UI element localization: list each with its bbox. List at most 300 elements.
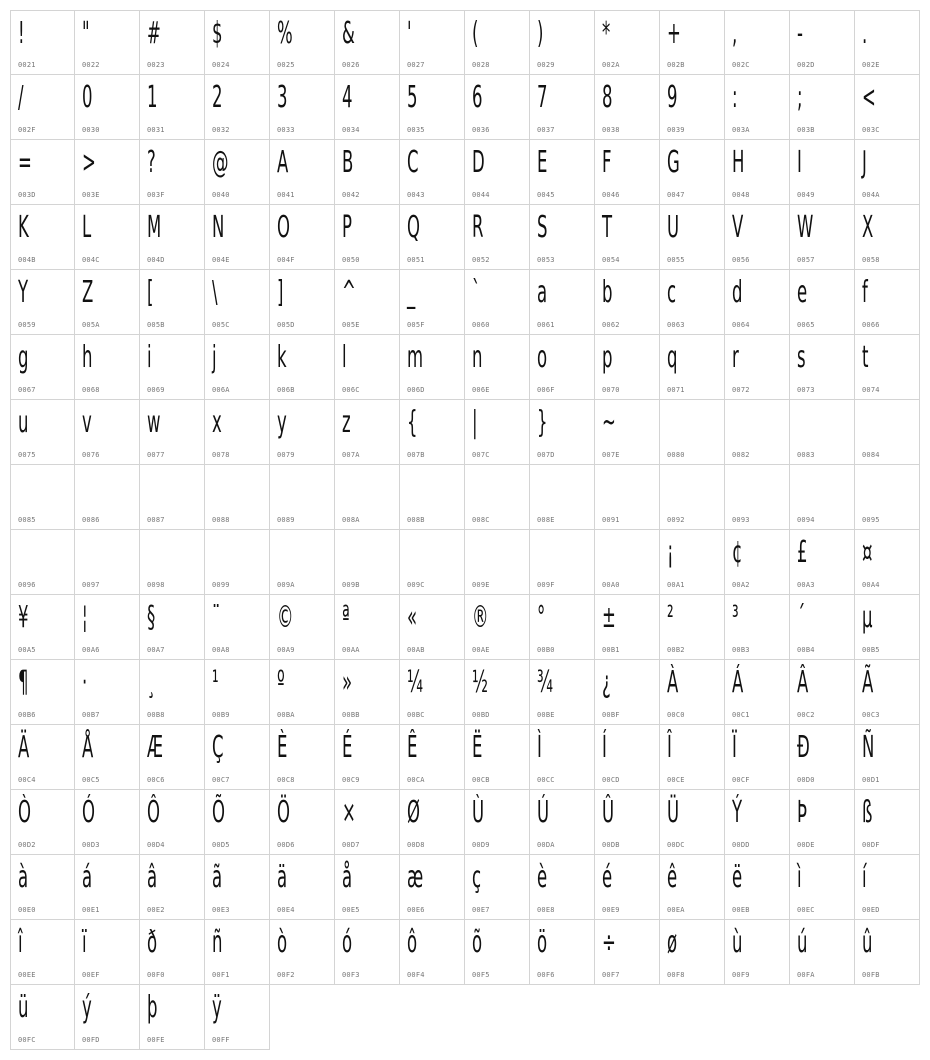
glyph-char: r (732, 340, 739, 375)
glyph-char: f (862, 275, 868, 310)
glyph-char: ã (212, 860, 223, 895)
glyph-char: M (147, 210, 162, 245)
glyph-char: P (342, 210, 352, 245)
glyph-code: 0089 (277, 516, 295, 524)
glyph-char: x (212, 405, 222, 440)
glyph-cell (400, 530, 465, 595)
glyph-char: ? (147, 145, 156, 180)
glyph-char: Ù (472, 795, 485, 830)
glyph-code: 00CB (472, 776, 490, 784)
glyph-cell (855, 920, 920, 985)
glyph-code: 00E0 (18, 906, 36, 914)
glyph-cell (790, 270, 855, 335)
glyph-code: 00F1 (212, 971, 230, 979)
glyph-cell (270, 270, 335, 335)
glyph-cell (660, 205, 725, 270)
glyph-code: 00CF (732, 776, 750, 784)
glyph-char: È (277, 730, 288, 765)
glyph-code: 00FF (212, 1036, 230, 1044)
glyph-char: ô (407, 925, 418, 960)
glyph-char: E (537, 145, 548, 180)
glyph-cell (205, 465, 270, 530)
glyph-cell (595, 920, 660, 985)
glyph-code: 004E (212, 256, 230, 264)
glyph-code: 005A (82, 321, 100, 329)
glyph-char: Û (602, 795, 615, 830)
glyph-char: ë (732, 860, 743, 895)
glyph-char: 2 (212, 80, 223, 115)
glyph-cell (400, 335, 465, 400)
glyph-code: 002A (602, 61, 620, 69)
glyph-code: 00B6 (18, 711, 36, 719)
glyph-code: 003B (797, 126, 815, 134)
glyph-cell (335, 465, 400, 530)
glyph-char: è (537, 860, 548, 895)
glyph-code: 00A4 (862, 581, 880, 589)
glyph-char: « (407, 600, 418, 635)
glyph-cell (725, 75, 790, 140)
glyph-cell (270, 790, 335, 855)
glyph-char: Á (732, 665, 744, 700)
glyph-char: R (472, 210, 484, 245)
glyph-cell (335, 530, 400, 595)
glyph-char: Ø (407, 795, 420, 830)
glyph-code: 00C4 (18, 776, 36, 784)
glyph-char: - (797, 16, 803, 51)
glyph-cell (855, 75, 920, 140)
glyph-char: / (18, 80, 24, 115)
glyph-char: ò (277, 925, 288, 960)
glyph-code: 0079 (277, 451, 295, 459)
glyph-cell (725, 270, 790, 335)
glyph-cell (790, 595, 855, 660)
glyph-char: ( (472, 16, 479, 51)
glyph-cell (205, 855, 270, 920)
glyph-cell (205, 140, 270, 205)
glyph-code: 0029 (537, 61, 555, 69)
glyph-code: 0092 (667, 516, 685, 524)
glyph-char: # (147, 16, 161, 51)
glyph-char: æ (407, 860, 424, 895)
glyph-char: ` (472, 275, 481, 310)
glyph-char: Æ (147, 730, 164, 765)
glyph-code: 0042 (342, 191, 360, 199)
glyph-cell (530, 400, 595, 465)
glyph-cell (660, 725, 725, 790)
glyph-cell (595, 75, 660, 140)
glyph-code: 0021 (18, 61, 36, 69)
glyph-cell (75, 270, 140, 335)
glyph-cell (400, 75, 465, 140)
glyph-code: 002D (797, 61, 815, 69)
glyph-char: Ñ (862, 730, 875, 765)
glyph-char: v (82, 405, 92, 440)
glyph-cell (270, 465, 335, 530)
glyph-char: " (82, 16, 90, 51)
glyph-char: ] (277, 275, 284, 310)
glyph-cell (335, 725, 400, 790)
glyph-char: Ú (537, 795, 550, 830)
glyph-char: ú (797, 925, 808, 960)
glyph-cell (400, 920, 465, 985)
glyph-code: 00F4 (407, 971, 425, 979)
glyph-code: 0095 (862, 516, 880, 524)
glyph-cell (400, 465, 465, 530)
glyph-code: 0076 (82, 451, 100, 459)
glyph-cell (790, 140, 855, 205)
glyph-cell (660, 790, 725, 855)
glyph-char: Q (407, 210, 420, 245)
glyph-cell (10, 270, 75, 335)
glyph-cell (270, 595, 335, 660)
glyph-code: 008B (407, 516, 425, 524)
glyph-char: í (862, 860, 867, 895)
glyph-char: & (342, 16, 355, 51)
glyph-code: 00BD (472, 711, 490, 719)
glyph-code: 0094 (797, 516, 815, 524)
glyph-code: 00EF (82, 971, 100, 979)
glyph-char: ä (277, 860, 288, 895)
glyph-cell (140, 855, 205, 920)
glyph-char: T (602, 210, 613, 245)
glyph-char: * (602, 16, 611, 51)
glyph-cell (10, 920, 75, 985)
glyph-cell (335, 75, 400, 140)
glyph-cell (855, 725, 920, 790)
glyph-cell (465, 530, 530, 595)
glyph-cell (335, 270, 400, 335)
glyph-cell (595, 270, 660, 335)
glyph-code: 003C (862, 126, 880, 134)
glyph-char: y (277, 405, 287, 440)
glyph-char: ¨ (212, 600, 221, 635)
glyph-cell (335, 660, 400, 725)
glyph-code: 00D2 (18, 841, 36, 849)
glyph-char: é (602, 860, 613, 895)
glyph-code: 00B2 (667, 646, 685, 654)
glyph-code: 00A0 (602, 581, 620, 589)
glyph-char: g (18, 340, 29, 375)
glyph-code: 00D8 (407, 841, 425, 849)
glyph-char: F (602, 145, 612, 180)
glyph-cell (205, 10, 270, 75)
glyph-cell (790, 205, 855, 270)
glyph-code: 0040 (212, 191, 230, 199)
glyph-char: ¡ (667, 535, 674, 570)
glyph-code: 006F (537, 386, 555, 394)
glyph-cell (725, 10, 790, 75)
glyph-cell (140, 790, 205, 855)
glyph-code: 009F (537, 581, 555, 589)
glyph-code: 0098 (147, 581, 165, 589)
glyph-cell (335, 400, 400, 465)
glyph-code: 0024 (212, 61, 230, 69)
glyph-char: 8 (602, 80, 613, 115)
glyph-cell (400, 270, 465, 335)
glyph-cell (660, 660, 725, 725)
glyph-code: 006A (212, 386, 230, 394)
glyph-cell (205, 270, 270, 335)
glyph-char: ¼ (407, 665, 423, 700)
glyph-char: C (407, 145, 419, 180)
glyph-cell (75, 920, 140, 985)
glyph-cell (725, 920, 790, 985)
glyph-cell (205, 595, 270, 660)
glyph-cell (855, 270, 920, 335)
glyph-char: ø (667, 925, 678, 960)
glyph-code: 00DF (862, 841, 880, 849)
glyph-code: 009C (407, 581, 425, 589)
glyph-char: £ (797, 535, 808, 570)
glyph-code: 0041 (277, 191, 295, 199)
glyph-cell (530, 660, 595, 725)
glyph-cell (75, 790, 140, 855)
glyph-cell (725, 660, 790, 725)
glyph-cell (660, 10, 725, 75)
glyph-char: G (667, 145, 680, 180)
glyph-cell (660, 465, 725, 530)
glyph-code: 0026 (342, 61, 360, 69)
glyph-cell (595, 465, 660, 530)
glyph-char: ¸ (147, 665, 156, 700)
glyph-char: < (862, 80, 876, 115)
glyph-char: o (537, 340, 548, 375)
glyph-code: 00FE (147, 1036, 165, 1044)
glyph-char: N (212, 210, 225, 245)
glyph-code: 004A (862, 191, 880, 199)
glyph-char: µ (862, 600, 873, 635)
glyph-code: 005D (277, 321, 295, 329)
glyph-char: á (82, 860, 93, 895)
glyph-code: 0027 (407, 61, 425, 69)
glyph-code: 009B (342, 581, 360, 589)
glyph-cell (10, 855, 75, 920)
glyph-code: 00A2 (732, 581, 750, 589)
glyph-cell (400, 400, 465, 465)
glyph-char: © (277, 600, 294, 635)
glyph-char: § (147, 600, 156, 635)
glyph-char: A (277, 145, 289, 180)
glyph-code: 00B3 (732, 646, 750, 654)
glyph-cell (270, 75, 335, 140)
glyph-cell (595, 140, 660, 205)
glyph-char: = (18, 145, 32, 180)
glyph-cell (530, 205, 595, 270)
glyph-cell (335, 335, 400, 400)
glyph-code: 00BC (407, 711, 425, 719)
glyph-cell (660, 140, 725, 205)
glyph-char: W (797, 210, 814, 245)
glyph-cell (400, 205, 465, 270)
glyph-cell (10, 75, 75, 140)
glyph-code: 0055 (667, 256, 685, 264)
glyph-cell (530, 595, 595, 660)
glyph-cell (10, 465, 75, 530)
glyph-char: i (147, 340, 152, 375)
glyph-cell (400, 790, 465, 855)
glyph-code: 0060 (472, 321, 490, 329)
glyph-char: n (472, 340, 483, 375)
glyph-code: 00F9 (732, 971, 750, 979)
glyph-code: 007B (407, 451, 425, 459)
glyph-code: 00E3 (212, 906, 230, 914)
glyph-cell (465, 595, 530, 660)
glyph-code: 0093 (732, 516, 750, 524)
glyph-cell (855, 855, 920, 920)
glyph-cell (790, 790, 855, 855)
glyph-char: ) (537, 16, 544, 51)
glyph-cell (75, 595, 140, 660)
glyph-char: » (342, 665, 353, 700)
glyph-char: Ó (82, 795, 95, 830)
glyph-code: 00DA (537, 841, 555, 849)
glyph-char: Ü (667, 795, 680, 830)
glyph-char: ï (82, 925, 87, 960)
glyph-char: V (732, 210, 744, 245)
glyph-char: Ý (732, 795, 743, 830)
glyph-code: 0058 (862, 256, 880, 264)
glyph-cell (530, 75, 595, 140)
glyph-cell (75, 660, 140, 725)
glyph-cell (660, 400, 725, 465)
glyph-cell (855, 140, 920, 205)
glyph-code: 00A3 (797, 581, 815, 589)
glyph-char: s (797, 340, 806, 375)
glyph-cell (595, 400, 660, 465)
glyph-char: D (472, 145, 485, 180)
glyph-code: 00ED (862, 906, 880, 914)
glyph-char: + (667, 16, 681, 51)
glyph-code: 0082 (732, 451, 750, 459)
glyph-cell (660, 335, 725, 400)
glyph-cell (400, 595, 465, 660)
glyph-code: 0087 (147, 516, 165, 524)
glyph-char: Ì (537, 730, 542, 765)
glyph-char: À (667, 665, 679, 700)
glyph-code: 00E5 (342, 906, 360, 914)
glyph-char: ³ (732, 600, 739, 635)
glyph-code: 00DB (602, 841, 620, 849)
glyph-cell (465, 920, 530, 985)
glyph-cell (725, 140, 790, 205)
glyph-cell (790, 530, 855, 595)
glyph-code: 00DE (797, 841, 815, 849)
glyph-cell (790, 75, 855, 140)
glyph-code: 002B (667, 61, 685, 69)
glyph-code: 0072 (732, 386, 750, 394)
glyph-code: 00CE (667, 776, 685, 784)
glyph-cell (140, 985, 205, 1050)
glyph-cell (140, 725, 205, 790)
glyph-code: 00CA (407, 776, 425, 784)
glyph-code: 004F (277, 256, 295, 264)
glyph-code: 0045 (537, 191, 555, 199)
glyph-code: 00E7 (472, 906, 490, 914)
glyph-code: 0038 (602, 126, 620, 134)
glyph-cell (530, 465, 595, 530)
glyph-cell (855, 465, 920, 530)
glyph-code: 00D6 (277, 841, 295, 849)
glyph-code: 003A (732, 126, 750, 134)
glyph-char: þ (147, 990, 158, 1025)
glyph-cell (465, 270, 530, 335)
glyph-code: 00A1 (667, 581, 685, 589)
glyph-cell (725, 595, 790, 660)
glyph-code: 004C (82, 256, 100, 264)
glyph-code: 00BA (277, 711, 295, 719)
glyph-code: 0061 (537, 321, 555, 329)
glyph-code: 003D (18, 191, 36, 199)
glyph-code: 00FD (82, 1036, 100, 1044)
glyph-cell (10, 205, 75, 270)
glyph-cell (335, 855, 400, 920)
glyph-cell (205, 725, 270, 790)
glyph-cell (855, 10, 920, 75)
glyph-char: ¢ (732, 535, 743, 570)
glyph-code: 0085 (18, 516, 36, 524)
glyph-char: ¥ (18, 600, 29, 635)
glyph-cell (790, 335, 855, 400)
glyph-cell (660, 75, 725, 140)
glyph-code: 0080 (667, 451, 685, 459)
glyph-code: 0052 (472, 256, 490, 264)
glyph-char: û (862, 925, 873, 960)
glyph-code: 00B7 (82, 711, 100, 719)
glyph-code: 00AA (342, 646, 360, 654)
glyph-char: · (82, 665, 88, 700)
glyph-cell (205, 790, 270, 855)
glyph-char: ç (472, 860, 482, 895)
glyph-char: a (537, 275, 548, 310)
glyph-char: 6 (472, 80, 483, 115)
glyph-cell (75, 400, 140, 465)
glyph-char: ü (18, 990, 29, 1025)
glyph-code: 0065 (797, 321, 815, 329)
glyph-cell (270, 855, 335, 920)
glyph-code: 0057 (797, 256, 815, 264)
glyph-code: 00A5 (18, 646, 36, 654)
glyph-char: $ (212, 16, 223, 51)
glyph-code: 00AE (472, 646, 490, 654)
glyph-code: 008E (537, 516, 555, 524)
glyph-code: 00EA (667, 906, 685, 914)
glyph-code: 0091 (602, 516, 620, 524)
glyph-cell (530, 530, 595, 595)
glyph-char: ì (797, 860, 802, 895)
glyph-code: 00E4 (277, 906, 295, 914)
glyph-cell (205, 400, 270, 465)
glyph-code: 00CC (537, 776, 555, 784)
glyph-code: 00A7 (147, 646, 165, 654)
glyph-cell (335, 140, 400, 205)
glyph-code: 00F0 (147, 971, 165, 979)
glyph-char: d (732, 275, 743, 310)
glyph-cell (855, 205, 920, 270)
glyph-cell (595, 790, 660, 855)
glyph-char: I (797, 145, 802, 180)
glyph-char: Ä (18, 730, 30, 765)
glyph-char: h (82, 340, 93, 375)
glyph-cell (335, 920, 400, 985)
glyph-code: 0034 (342, 126, 360, 134)
glyph-char: ÷ (602, 925, 616, 960)
glyph-char: ® (472, 600, 489, 635)
glyph-code: 0030 (82, 126, 100, 134)
glyph-char: S (537, 210, 548, 245)
glyph-char: 3 (277, 80, 288, 115)
glyph-code: 006E (472, 386, 490, 394)
glyph-cell (660, 855, 725, 920)
